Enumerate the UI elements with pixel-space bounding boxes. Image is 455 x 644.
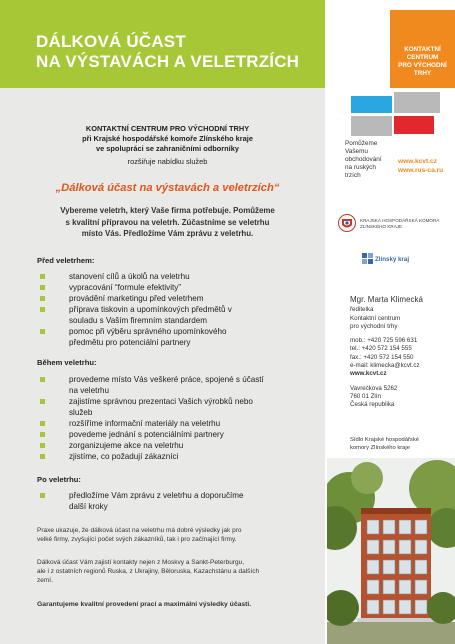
url-rus-link[interactable]: www.rus-ca.ru xyxy=(398,167,444,174)
photo-caption-line: Sídlo Krajské hospodářské xyxy=(350,437,419,443)
sidebar-tagline-line: Pomůžeme xyxy=(345,140,378,147)
paragraph-line: Dálková účast Vám zajistí kontakty nejen z Moskvy a Sankt-Peterburgu, xyxy=(37,559,245,566)
logo-blue-block xyxy=(351,96,392,113)
contact-address-line: Česká republika xyxy=(350,401,395,409)
list-item: rozšíříme informační materiály na veletrhu xyxy=(37,418,309,429)
intro-extends: rozšiřuje nabídku služeb xyxy=(127,157,208,166)
sidebar-tagline-line: na ruských xyxy=(345,164,376,171)
contact-name: Mgr. Marta Klimecká xyxy=(350,295,423,304)
bullet-icon xyxy=(40,329,45,334)
lead-line: s kvalitní přípravou na veletrh. Zúčastníme se veletrhu xyxy=(65,217,270,227)
sidebar-tagline-line: trzích xyxy=(345,172,361,179)
bullet-icon xyxy=(40,399,45,404)
page-title-line-1: DÁLKOVÁ ÚČAST xyxy=(36,32,186,51)
list-during xyxy=(37,374,309,462)
contact-role-line: pro východní trhy xyxy=(350,322,398,330)
section-heading-during: Během veletrhu: xyxy=(37,358,97,367)
paragraph-line: ale i z ostatních regionů Ruska, z Ukrajiny, Běloruska, Kazachstánu a dalších xyxy=(37,568,260,575)
list-item: zjistíme, co požadují zákazníci xyxy=(37,451,309,462)
sidebar-tagline xyxy=(345,140,400,180)
chamber-emblem-icon xyxy=(338,213,356,233)
page-title xyxy=(36,32,316,72)
center-badge-line-1: KONTAKTNÍ xyxy=(404,46,441,53)
intro-org-line: při Krajské hospodářské komoře Zlínského kraje xyxy=(82,134,253,143)
chamber-building-photo xyxy=(327,458,455,644)
contact-card xyxy=(350,296,450,410)
lead-line: Vybereme veletrh, který Vaše firma potřebuje. Pomůžeme xyxy=(60,206,275,215)
contact-fax: fax.: +420 572 154 550 xyxy=(350,353,414,361)
bullet-icon xyxy=(40,377,45,382)
bullet-icon xyxy=(40,432,45,437)
paragraph-line: zemí. xyxy=(37,577,53,584)
logo-red-block xyxy=(394,116,434,134)
paragraph-line: velké firmy, zvyšující počet svých zákazníků, tak i pro začínající firmy. xyxy=(37,536,237,543)
list-before xyxy=(37,271,309,348)
contact-role-line: Kontaktní centrum xyxy=(350,314,401,322)
contact-role-line: ředitelka xyxy=(350,306,374,314)
contact-web-link[interactable]: www.kcvt.cz xyxy=(350,370,387,378)
contact-address-line: 760 01 Zlín xyxy=(350,392,381,400)
chamber-logo xyxy=(338,213,450,233)
photo-caption xyxy=(350,437,419,452)
bullet-icon xyxy=(40,454,45,459)
contact-address-line: Vavrečkova 5262 xyxy=(350,384,398,392)
list-item: provádění marketingu před veletrhem xyxy=(37,293,309,304)
section-heading-before: Před veletrhem: xyxy=(37,256,95,265)
bullet-icon xyxy=(40,285,45,290)
region-label: Zlínský kraj xyxy=(375,256,410,263)
list-item: pomoc při výběru správného upomínkového předmětu pro potenciální partnery xyxy=(37,326,309,348)
list-item: zorganizujeme akce na veletrhu xyxy=(37,440,309,451)
contact-mobile: mob.: +420 725 596 631 xyxy=(350,337,418,345)
chamber-name-line: ZLÍNSKÉHO KRAJE xyxy=(360,223,403,229)
logo-gray-block-2 xyxy=(351,116,392,136)
bullet-icon xyxy=(40,307,45,312)
bullet-icon xyxy=(40,443,45,448)
url-kcvt-link[interactable]: www.kcvt.cz xyxy=(398,158,437,165)
contacts-paragraph xyxy=(37,558,312,585)
paragraph-line: Praxe ukazuje, že dálková účast na veletrhu má dobré výsledky jak pro xyxy=(37,527,242,534)
section-heading-after: Po veletrhu: xyxy=(37,475,81,484)
bullet-icon xyxy=(40,274,45,279)
photo-caption-line: komory Zlínského kraje xyxy=(350,444,410,451)
chamber-name xyxy=(360,218,439,229)
zlin-region-icon xyxy=(362,253,374,265)
intro-org-line: KONTAKTNÍ CENTRUM PRO VÝCHODNÍ TRHY xyxy=(85,124,250,133)
list-item: stanovení cílů a úkolů na veletrhu xyxy=(37,271,309,282)
contact-email-link[interactable]: e-mail: klimecka@kcvt.cz xyxy=(350,362,420,370)
list-item: příprava tiskovin a upomínkových předmětů v souladu s Vaším firemním standardem xyxy=(37,304,309,326)
list-item: zajistíme správnou prezentaci Vašich výrobků nebo služeb xyxy=(37,396,309,418)
practice-paragraph xyxy=(37,526,312,544)
center-badge-line-2: CENTRUM xyxy=(406,54,439,61)
sidebar-tagline-line: obchodování xyxy=(345,156,382,163)
intro-block xyxy=(20,124,315,167)
bullet-icon xyxy=(40,296,45,301)
guarantee-statement: Garantujeme kvalitní provedení prací a maximální výsledky účasti. xyxy=(37,601,252,608)
sidebar-urls xyxy=(398,157,443,175)
contact-phone: tel.: +420 572 154 555 xyxy=(350,345,412,353)
kcvt-logo xyxy=(345,90,445,136)
list-after xyxy=(37,490,309,512)
list-item: provedeme místo Vás veškeré práce, spojené s účastí na veletrhu xyxy=(37,374,309,396)
bullet-icon xyxy=(40,493,45,498)
page-title-line-2: NA VÝSTAVÁCH A VELETRZÍCH xyxy=(36,52,300,71)
intro-org-line: ve spolupráci se zahraničními odborníky xyxy=(96,144,239,153)
bullet-icon xyxy=(40,421,45,426)
lead-line: místo Vás. Předložíme Vám zprávu z veletrhu. xyxy=(81,229,254,238)
center-badge-line-4: TRHY xyxy=(413,70,432,77)
lead-paragraph xyxy=(20,205,315,240)
list-item: předložíme Vám zprávu z veletrhu a doporučíme další kroky xyxy=(37,490,309,512)
list-item: povedeme jednání s potenciálními partnery xyxy=(37,429,309,440)
sidebar-tagline-line: Vašemu xyxy=(345,148,368,155)
list-item: vypracování “formule efektivity” xyxy=(37,282,309,293)
logo-gray-block xyxy=(394,92,440,113)
chamber-name-line: KRAJSKÁ HOSPODÁŘSKÁ KOMORA xyxy=(360,218,440,223)
center-badge-line-3: PRO VÝCHODNÍ xyxy=(398,62,447,69)
center-badge-text xyxy=(390,46,455,78)
service-slogan: „Dálková účast na výstavách a veletrzích“ xyxy=(55,182,280,194)
